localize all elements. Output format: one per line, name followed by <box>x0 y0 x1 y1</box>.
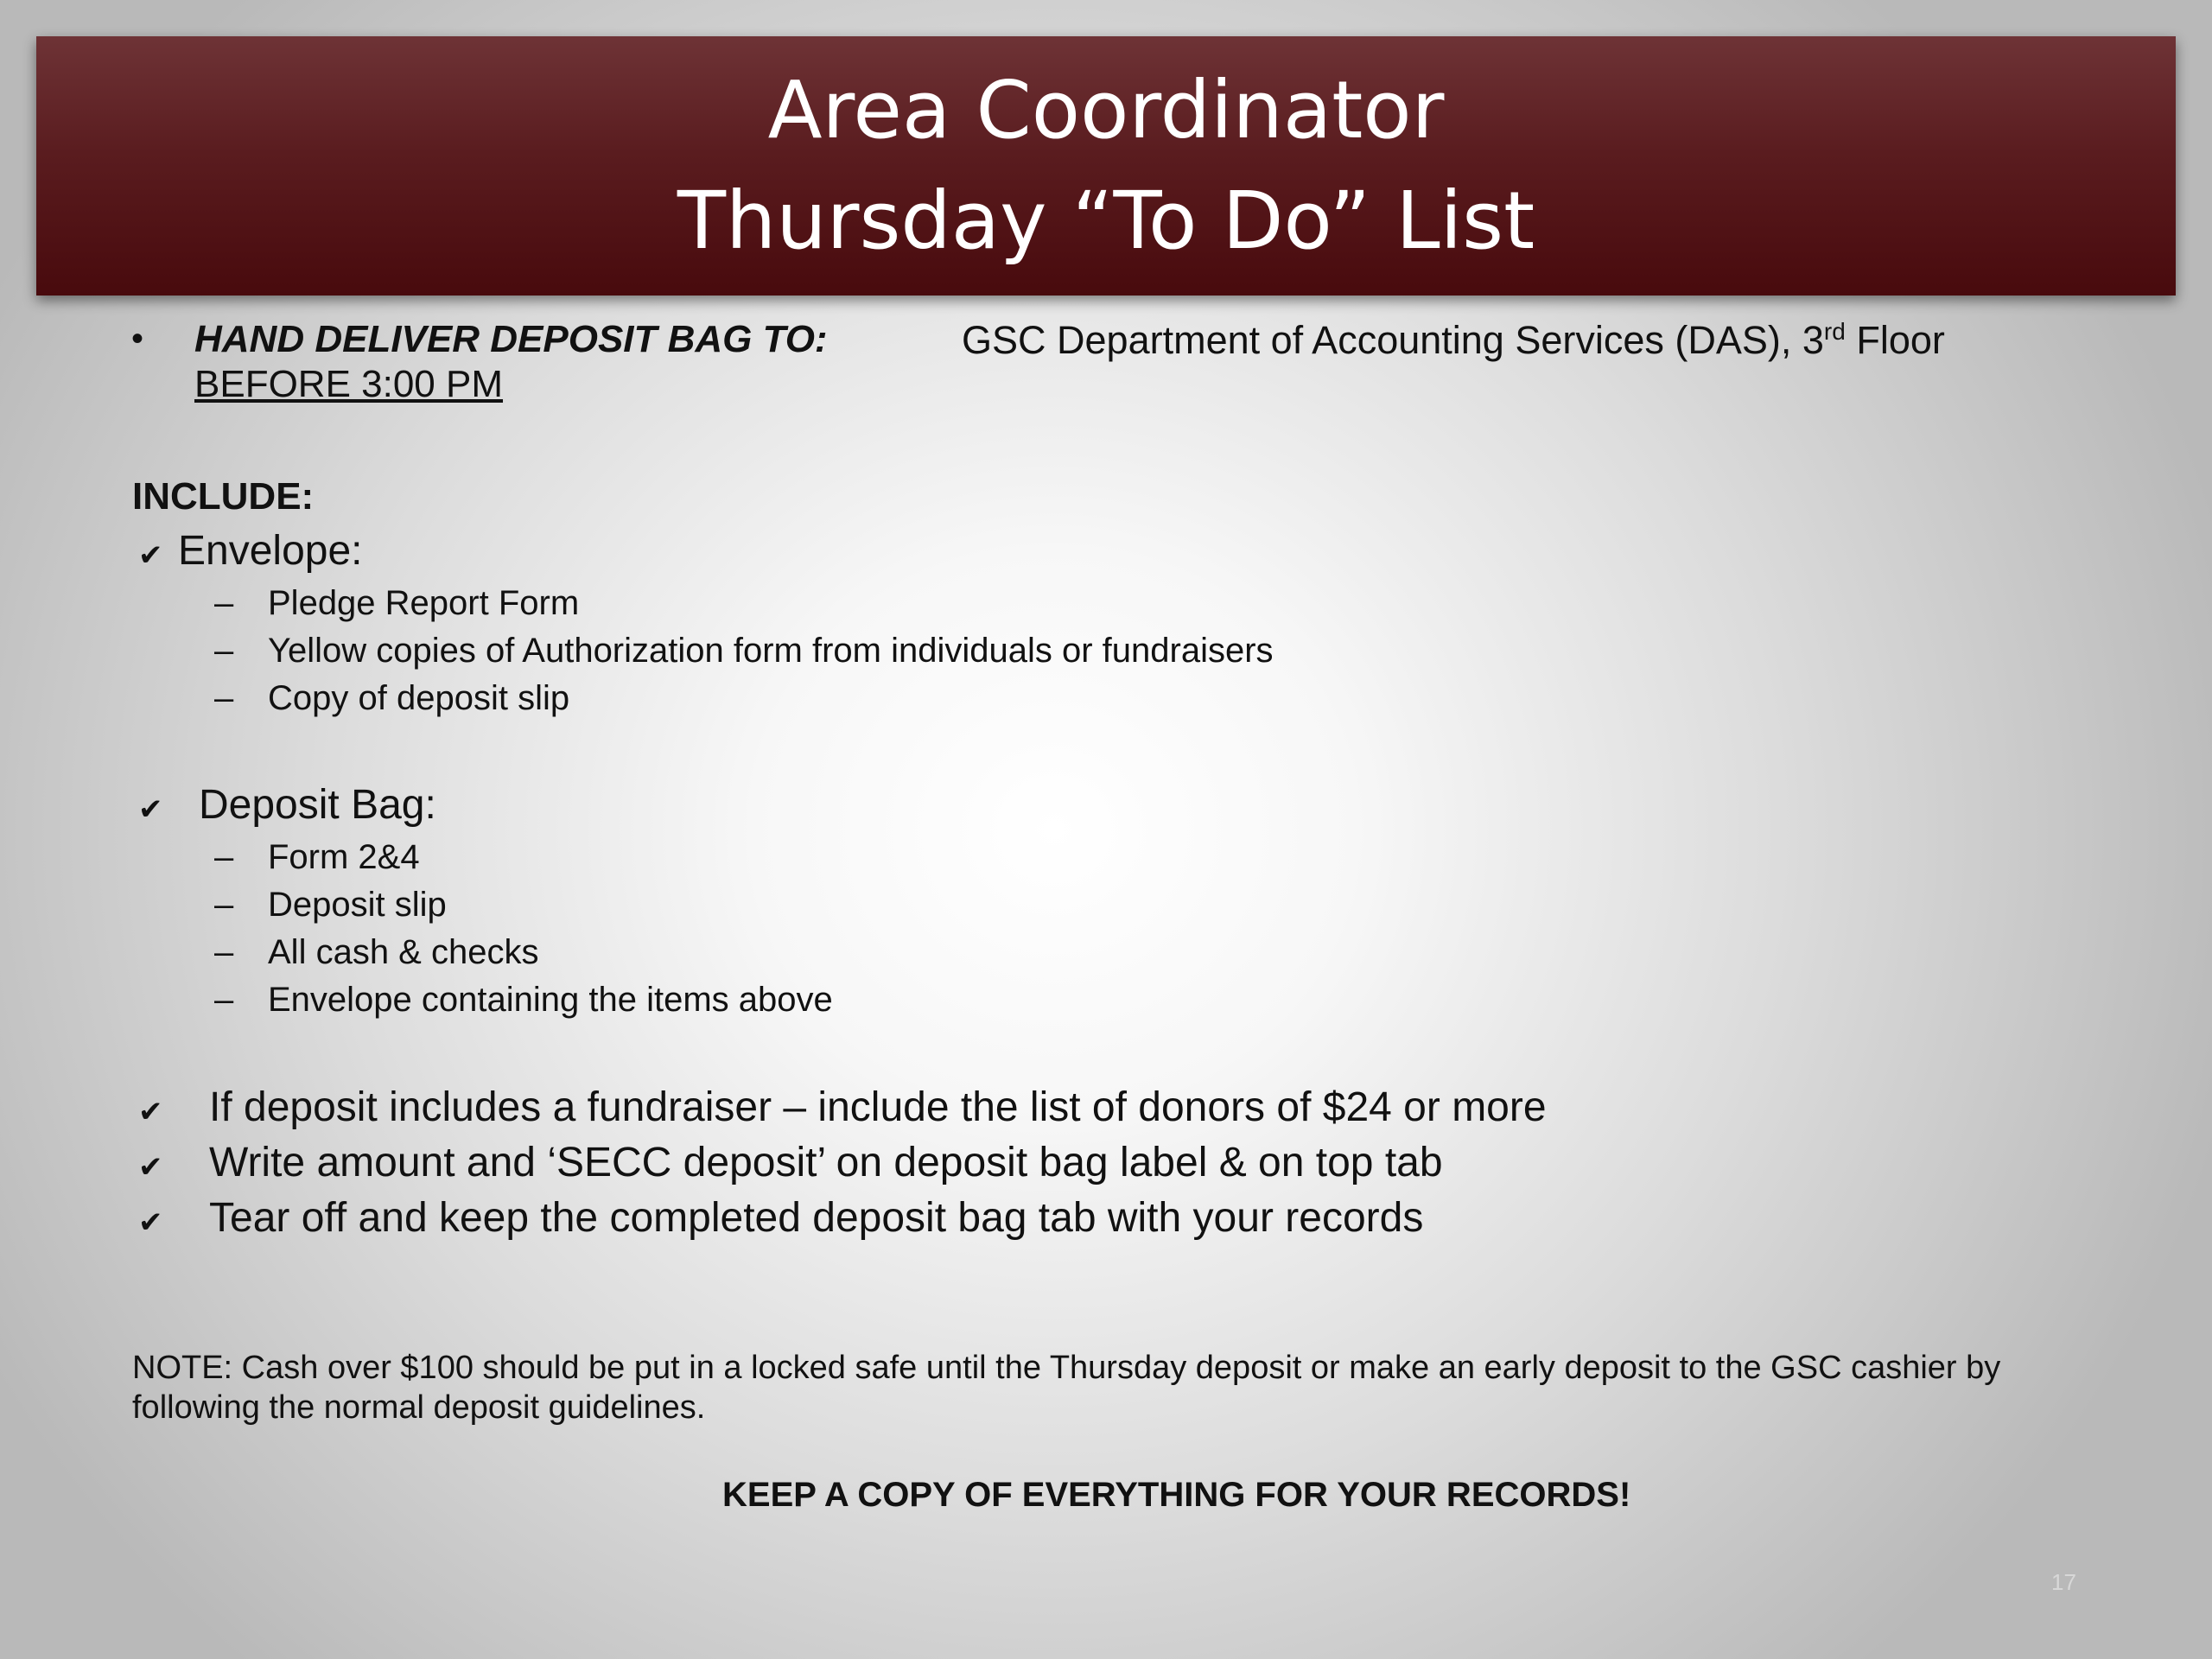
deliver-destination-sup: rd <box>1823 318 1846 345</box>
deposit-bag-item: Deposit slip <box>268 886 447 924</box>
deposit-bag-label: Deposit Bag: <box>199 782 436 828</box>
deliver-destination <box>962 318 1945 363</box>
check-icon: ✔ <box>138 539 163 572</box>
deliver-destination-text: GSC Department of Accounting Services (DAS), 3 <box>962 318 1824 362</box>
envelope-item: Copy of deposit slip <box>268 679 570 717</box>
envelope-item: Pledge Report Form <box>268 584 580 622</box>
include-heading: INCLUDE: <box>132 475 315 518</box>
dash-icon: – <box>214 981 234 1019</box>
check-item: If deposit includes a fundraiser – include the list of donors of $24 or more <box>209 1084 1547 1130</box>
note-text: NOTE: Cash over $100 should be put in a locked safe until the Thursday deposit or make an early deposit to the GSC cashier by following the normal deposit guidelines. <box>132 1350 2001 1426</box>
check-icon: ✔ <box>138 1096 163 1128</box>
title-line-1: Area Coordinator <box>767 64 1445 156</box>
check-icon: ✔ <box>138 793 163 826</box>
page-number: 17 <box>2051 1569 2076 1595</box>
dash-icon: – <box>214 584 234 622</box>
dash-icon: – <box>214 632 234 670</box>
deliver-label: HAND DELIVER DEPOSIT BAG TO: <box>194 318 828 360</box>
envelope-item: Yellow copies of Authorization form from individuals or fundraisers <box>268 632 1274 670</box>
envelope-label: Envelope: <box>178 528 363 574</box>
title-line-2: Thursday “To Do” List <box>677 175 1535 267</box>
deliver-destination-end: Floor <box>1845 318 1945 362</box>
check-icon: ✔ <box>138 1206 163 1239</box>
check-icon: ✔ <box>138 1151 163 1184</box>
deliver-time: BEFORE 3:00 PM <box>194 363 504 405</box>
keep-copy-text: KEEP A COPY OF EVERYTHING FOR YOUR RECORDS! <box>722 1476 1631 1514</box>
title-banner <box>36 36 2176 296</box>
dash-icon: – <box>214 679 234 717</box>
deposit-bag-item: Envelope containing the items above <box>268 981 833 1019</box>
dash-icon: – <box>214 933 234 971</box>
deposit-bag-item: All cash & checks <box>268 933 539 971</box>
check-item: Write amount and ‘SECC deposit’ on deposit bag label & on top tab <box>209 1140 1443 1185</box>
dash-icon: – <box>214 838 234 876</box>
dash-icon: – <box>214 886 234 924</box>
bullet-icon: • <box>131 320 144 358</box>
deposit-bag-item: Form 2&4 <box>268 838 420 876</box>
check-item: Tear off and keep the completed deposit bag tab with your records <box>209 1195 1424 1241</box>
